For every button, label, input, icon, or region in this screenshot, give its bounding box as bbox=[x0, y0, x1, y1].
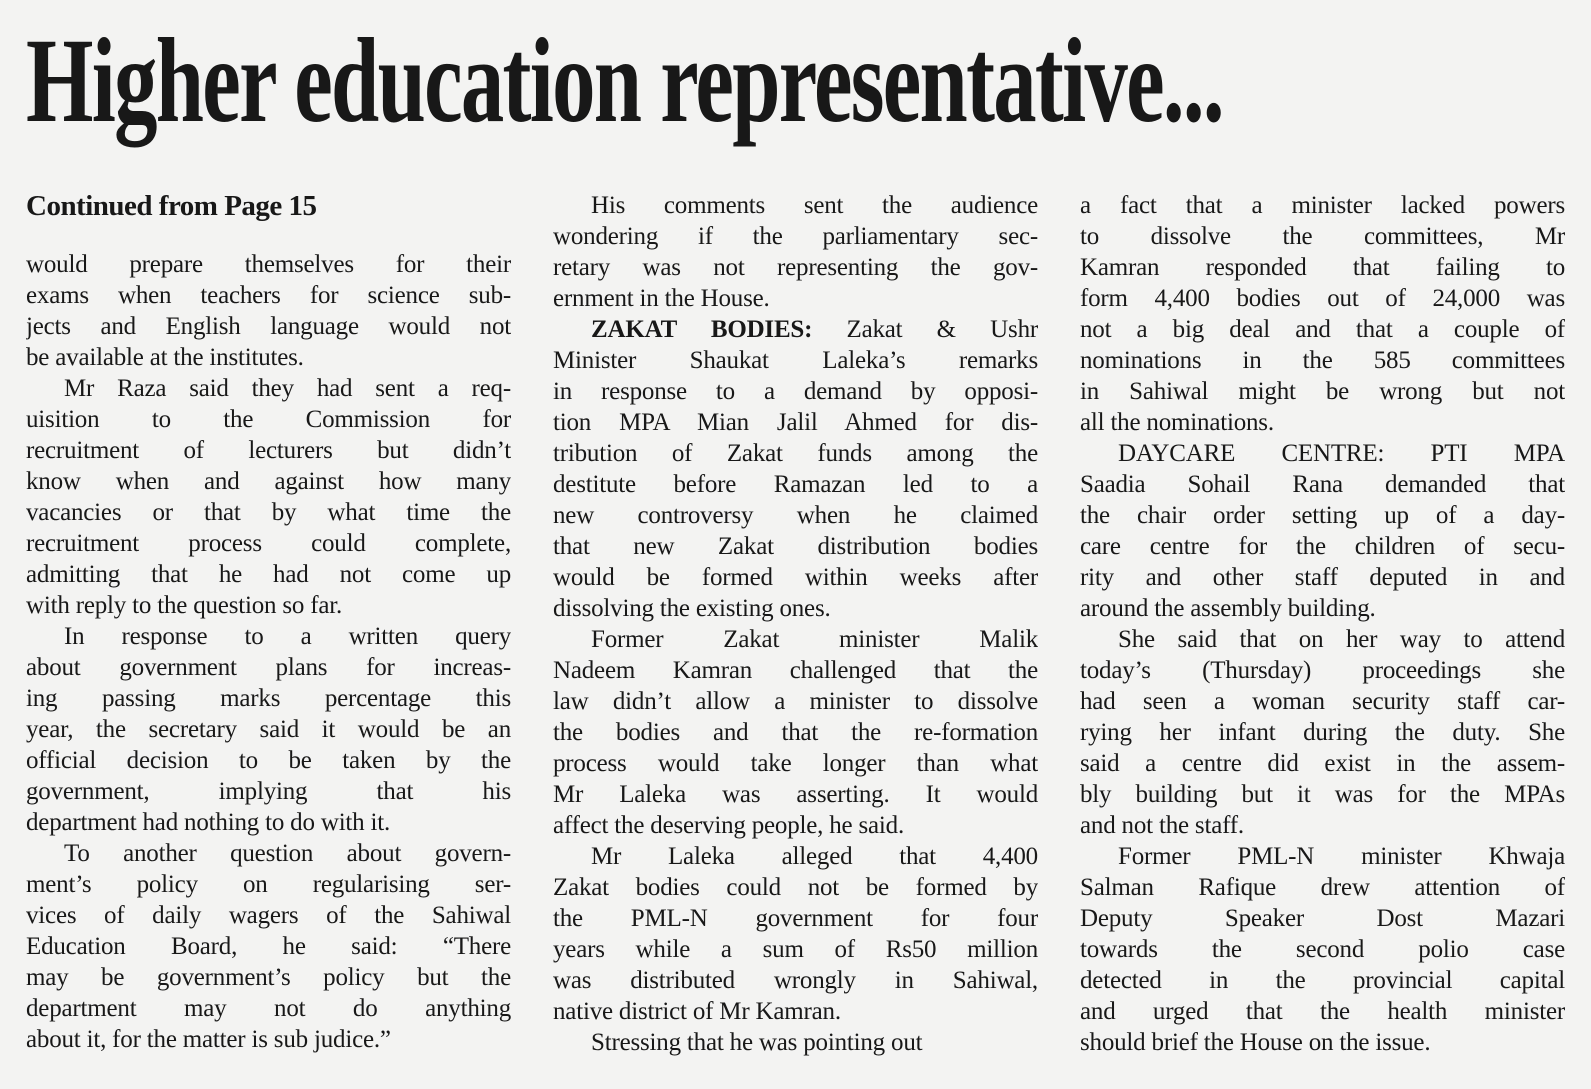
paragraph bbox=[26, 249, 511, 373]
text-line: process would take longer than what bbox=[553, 750, 1038, 777]
text-line: uisition to the Commission for bbox=[26, 406, 511, 433]
text-line: had seen a woman security staff car- bbox=[1080, 688, 1565, 715]
text-line: rying her infant during the duty. She bbox=[1080, 719, 1565, 746]
paragraph bbox=[553, 1027, 1038, 1058]
text-line: Former PML-N minister Khwaja bbox=[1118, 843, 1565, 870]
text-line: Mr Laleka alleged that 4,400 bbox=[591, 843, 1038, 870]
text-line: ing passing marks percentage this bbox=[26, 685, 511, 712]
column-1 bbox=[26, 190, 511, 1058]
text-line: know when and against how many bbox=[26, 468, 511, 495]
text-line: rity and other staff deputed in and bbox=[1080, 564, 1565, 591]
text-line: destitute before Ramazan led to a bbox=[553, 471, 1038, 498]
paragraph bbox=[553, 190, 1038, 314]
text-line: ernment in the House. bbox=[553, 285, 770, 312]
text-line: tribution of Zakat funds among the bbox=[553, 440, 1038, 467]
text-line: the chair order setting up of a day- bbox=[1080, 502, 1565, 529]
text-line: new controversy when he claimed bbox=[553, 502, 1038, 529]
text-line: about government plans for increas- bbox=[26, 654, 511, 681]
text-line: said a centre did exist in the assem- bbox=[1080, 750, 1565, 777]
text-line: care centre for the children of secu- bbox=[1080, 533, 1565, 560]
text-line: Deputy Speaker Dost Mazari bbox=[1080, 905, 1565, 932]
text-line: form 4,400 bodies out of 24,000 was bbox=[1080, 285, 1565, 312]
text-line: nominations in the 585 committees bbox=[1080, 347, 1565, 374]
text-line: Mr Raza said they had sent a req- bbox=[64, 375, 511, 402]
text-line: the PML-N government for four bbox=[553, 905, 1038, 932]
text-line: that new Zakat distribution bodies bbox=[553, 533, 1038, 560]
text-line: jects and English language would not bbox=[26, 313, 511, 340]
text-line: Saadia Sohail Rana demanded that bbox=[1080, 471, 1565, 498]
text-line: exams when teachers for science sub- bbox=[26, 282, 511, 309]
text-line: with reply to the question so far. bbox=[26, 592, 343, 619]
text-line: His comments sent the audience bbox=[591, 192, 1038, 219]
text-line: tion MPA Mian Jalil Ahmed for dis- bbox=[553, 409, 1038, 436]
text-line: DAYCARE CENTRE: PTI MPA bbox=[1118, 440, 1565, 467]
text-line: admitting that he had not come up bbox=[26, 561, 511, 588]
paragraph bbox=[553, 624, 1038, 841]
text-line: bly building but it was for the MPAs bbox=[1080, 781, 1565, 808]
text-line: may be government’s policy but the bbox=[26, 964, 511, 991]
text-line: native district of Mr Kamran. bbox=[553, 998, 841, 1025]
paragraph bbox=[1080, 624, 1565, 841]
text-line: department had nothing to do with it. bbox=[26, 809, 391, 836]
paragraph bbox=[1080, 841, 1565, 1058]
text-line: was distributed wrongly in Sahiwal, bbox=[553, 967, 1038, 994]
text-line: In response to a written query bbox=[64, 623, 511, 650]
text-line: around the assembly building. bbox=[1080, 595, 1376, 622]
section-lead: ZAKAT BODIES: bbox=[591, 316, 813, 343]
text-line: about it, for the matter is sub judice.” bbox=[26, 1026, 391, 1053]
text-line: would be formed within weeks after bbox=[553, 564, 1038, 591]
text-line: all the nominations. bbox=[1080, 409, 1274, 436]
text-line: Nadeem Kamran challenged that the bbox=[553, 657, 1038, 684]
text-line: Zakat bodies could not be formed by bbox=[553, 874, 1038, 901]
text-line: Minister Shaukat Laleka’s remarks bbox=[553, 347, 1038, 374]
column-2 bbox=[553, 190, 1038, 1058]
text-line: law didn’t allow a minister to dissolve bbox=[553, 688, 1038, 715]
text-line: today’s (Thursday) proceedings she bbox=[1080, 657, 1565, 684]
text-line: ment’s policy on regularising ser- bbox=[26, 871, 511, 898]
text-line: retary was not representing the gov- bbox=[553, 254, 1038, 281]
text-line: would prepare themselves for their bbox=[26, 251, 511, 278]
text-line: the bodies and that the re-formation bbox=[553, 719, 1038, 746]
text-line: in Sahiwal might be wrong but not bbox=[1080, 378, 1565, 405]
text-line: To another question about govern- bbox=[64, 840, 511, 867]
text-line: in response to a demand by opposi- bbox=[553, 378, 1038, 405]
text-line: affect the deserving people, he said. bbox=[553, 812, 905, 839]
continued-from-heading: Continued from Page 15 bbox=[26, 190, 317, 222]
paragraph bbox=[1080, 190, 1565, 438]
text-line: Education Board, he said: “There bbox=[26, 933, 511, 960]
text-line: department may not do anything bbox=[26, 995, 511, 1022]
text-line: wondering if the parliamentary sec- bbox=[553, 223, 1038, 250]
text-line: be available at the institutes. bbox=[26, 344, 304, 371]
column-3 bbox=[1080, 190, 1565, 1058]
text-line: years while a sum of Rs50 million bbox=[553, 936, 1038, 963]
text-line: Mr Laleka was asserting. It would bbox=[553, 781, 1038, 808]
paragraph bbox=[553, 314, 1038, 624]
text-line: dissolving the existing ones. bbox=[553, 595, 831, 622]
text-line: She said that on her way to attend bbox=[1118, 626, 1565, 653]
text-line: and urged that the health minister bbox=[1080, 998, 1565, 1025]
text-line: vacancies or that by what time the bbox=[26, 499, 511, 526]
paragraph bbox=[26, 621, 511, 838]
text-line: recruitment of lecturers but didn’t bbox=[26, 437, 511, 464]
text-line: vices of daily wagers of the Sahiwal bbox=[26, 902, 511, 929]
paragraph bbox=[26, 373, 511, 621]
paragraph bbox=[26, 838, 511, 1055]
text-line: Stressing that he was pointing out bbox=[591, 1029, 923, 1056]
text-line: a fact that a minister lacked powers bbox=[1080, 192, 1565, 219]
text-line: not a big deal and that a couple of bbox=[1080, 316, 1565, 343]
text-line: should brief the House on the issue. bbox=[1080, 1029, 1431, 1056]
text-line: year, the secretary said it would be an bbox=[26, 716, 511, 743]
text-line: recruitment process could complete, bbox=[26, 530, 511, 557]
text-line: to dissolve the committees, Mr bbox=[1080, 223, 1565, 250]
text-line: Former Zakat minister Malik bbox=[591, 626, 1038, 653]
text-line: Salman Rafique drew attention of bbox=[1080, 874, 1565, 901]
text-line: ZAKAT BODIES: Zakat & Ushr bbox=[591, 316, 1038, 343]
paragraph bbox=[1080, 438, 1565, 624]
text-line: government, implying that his bbox=[26, 778, 511, 805]
text-line: and not the staff. bbox=[1080, 812, 1244, 839]
text-line: detected in the provincial capital bbox=[1080, 967, 1565, 994]
text-line: towards the second polio case bbox=[1080, 936, 1565, 963]
article-columns bbox=[26, 190, 1565, 1058]
paragraph bbox=[553, 841, 1038, 1027]
text-line: Kamran responded that failing to bbox=[1080, 254, 1565, 281]
text-line: official decision to be taken by the bbox=[26, 747, 511, 774]
headline: Higher education representative... bbox=[26, 14, 1223, 149]
